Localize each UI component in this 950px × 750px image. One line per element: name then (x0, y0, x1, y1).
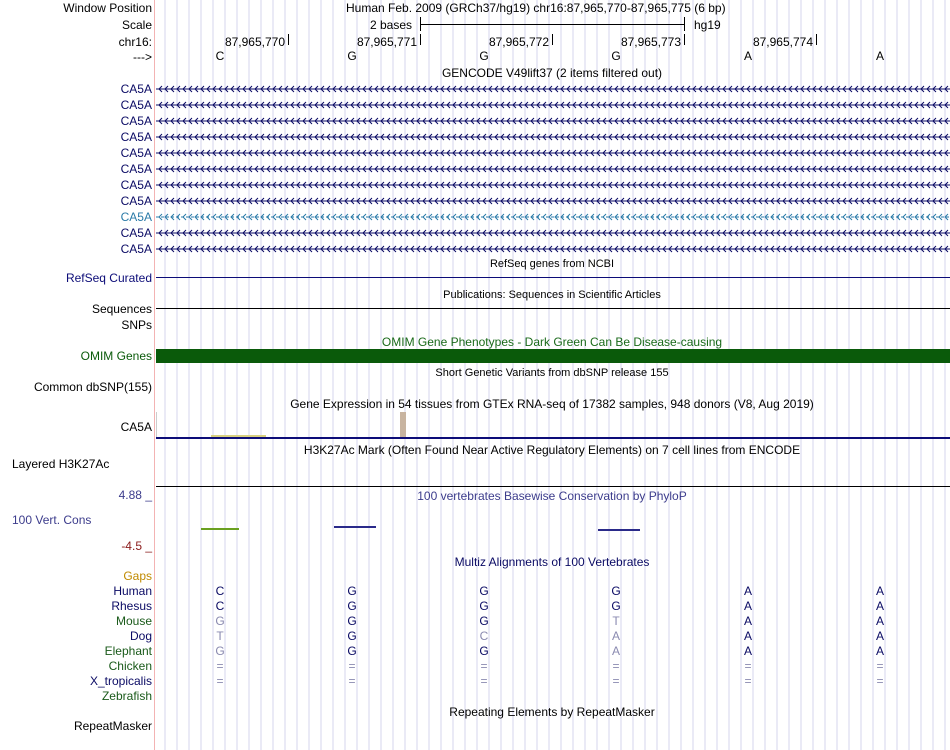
ruler-tick (816, 34, 817, 45)
alignment-base: A (743, 614, 752, 628)
ruler-position-label: 87,965,770 (224, 35, 285, 49)
species-label[interactable]: Human (113, 584, 152, 598)
reference-base: G (479, 49, 489, 63)
scale-value: 2 bases (370, 18, 413, 32)
alignment-base: = (744, 659, 752, 673)
alignment-base: G (479, 614, 489, 628)
vert-cons-label[interactable]: 100 Vert. Cons (12, 513, 92, 527)
alignment-base: C (479, 629, 489, 643)
omim-track-title: OMIM Gene Phenotypes - Dark Green Can Be Disease-causing (381, 335, 723, 349)
alignment-base: G (479, 599, 489, 613)
ruler-position-label: 87,965,771 (356, 35, 417, 49)
window-position-value: Human Feb. 2009 (GRCh37/hg19) chr16:87,965,770-87,965,775 (6 bp) (346, 1, 726, 15)
species-label[interactable]: Chicken (108, 659, 152, 673)
reference-base: G (611, 49, 621, 63)
refseq-track-title: RefSeq genes from NCBI (489, 258, 615, 270)
alignment-base: G (347, 614, 357, 628)
reference-base: A (743, 49, 752, 63)
snps-label[interactable]: SNPs (121, 318, 152, 332)
species-label[interactable]: Rhesus (111, 599, 152, 613)
gtex-gene-label[interactable]: CA5A (120, 420, 152, 434)
alignment-base: G (215, 614, 225, 628)
sequences-label[interactable]: Sequences (91, 302, 152, 316)
refseq-gene-line[interactable] (156, 277, 950, 278)
gencode-transcript-label[interactable]: CA5A (120, 178, 152, 192)
reference-base: A (875, 49, 884, 63)
alignment-base: G (611, 599, 621, 613)
alignment-base: = (612, 674, 620, 688)
alignment-base: G (611, 584, 621, 598)
alignment-base: G (215, 644, 225, 658)
gencode-transcript[interactable] (156, 101, 950, 109)
reference-base: G (347, 49, 357, 63)
gencode-transcript-label[interactable]: CA5A (120, 242, 152, 256)
phylop-min-label: -4.5 _ (121, 539, 152, 553)
gencode-transcript[interactable] (156, 117, 950, 125)
alignment-base: C (215, 584, 225, 598)
ruler-tick (684, 34, 685, 45)
gencode-transcript-label[interactable]: CA5A (120, 82, 152, 96)
phylop-track-title: 100 vertebrates Basewise Conservation by PhyloP (417, 489, 687, 503)
gencode-transcript[interactable] (156, 85, 950, 93)
alignment-base: G (347, 584, 357, 598)
gaps-label: Gaps (123, 569, 152, 583)
alignment-base: A (743, 599, 752, 613)
track-labels-column (0, 0, 155, 750)
gencode-transcript[interactable] (156, 149, 950, 157)
reference-base: C (215, 49, 225, 63)
gencode-transcript-label[interactable]: CA5A (120, 146, 152, 160)
chrom-label: chr16: (118, 35, 152, 49)
repeatmasker-label[interactable]: RepeatMasker (73, 719, 152, 733)
alignment-base: A (875, 644, 884, 658)
refseq-curated-label[interactable]: RefSeq Curated (65, 271, 152, 285)
alignment-base: = (876, 659, 884, 673)
gencode-transcript-label[interactable]: CA5A (120, 210, 152, 224)
track-data-area[interactable] (156, 0, 950, 750)
gencode-transcript[interactable] (156, 133, 950, 141)
alignment-base: = (480, 674, 488, 688)
alignment-base: G (479, 644, 489, 658)
alignment-base: A (611, 629, 620, 643)
phylop-max-label: 4.88 _ (118, 488, 152, 502)
alignment-base: G (347, 599, 357, 613)
alignment-base: = (612, 659, 620, 673)
repeatmasker-track-title: Repeating Elements by RepeatMasker (449, 705, 655, 719)
gtex-track-title: Gene Expression in 54 tissues from GTEx RNA-seq of 17382 samples, 948 donors (V8, Aug 2019) (290, 397, 814, 411)
gencode-transcript-label[interactable]: CA5A (120, 98, 152, 112)
alignment-base: A (875, 584, 884, 598)
dbsnp-track-title: Short Genetic Variants from dbSNP release 155 (435, 367, 669, 379)
pubs-track-title: Publications: Sequences in Scientific Articles (443, 289, 661, 301)
ruler-tick (288, 34, 289, 45)
ruler-tick (552, 34, 553, 45)
ruler-position-label: 87,965,773 (620, 35, 681, 49)
label-separator (154, 0, 155, 750)
omim-gene-bar[interactable] (156, 349, 950, 363)
gencode-track-title: GENCODE V49lift37 (2 items filtered out) (441, 66, 663, 80)
h3k27ac-baseline (156, 486, 950, 487)
gencode-transcript[interactable] (156, 181, 950, 189)
alignment-base: = (216, 659, 224, 673)
alignment-base: A (875, 629, 884, 643)
alignment-base: G (347, 644, 357, 658)
alignment-base: = (744, 674, 752, 688)
alignment-base: A (611, 644, 620, 658)
gencode-transcript[interactable] (156, 197, 950, 205)
gencode-transcript[interactable] (156, 213, 950, 221)
alignment-base: = (216, 674, 224, 688)
ruler-position-label: 87,965,772 (488, 35, 549, 49)
alignment-base: = (348, 674, 356, 688)
gencode-transcript[interactable] (156, 165, 950, 173)
alignment-base: = (480, 659, 488, 673)
alignment-base: A (875, 599, 884, 613)
gencode-transcript-label[interactable]: CA5A (120, 162, 152, 176)
window-position-label: Window Position (63, 1, 152, 15)
multiz-track-title: Multiz Alignments of 100 Vertebrates (454, 555, 650, 569)
species-label[interactable]: Dog (129, 629, 152, 643)
gencode-transcript-label[interactable]: CA5A (120, 194, 152, 208)
alignment-base: C (215, 599, 225, 613)
alignment-base: A (875, 614, 884, 628)
gencode-transcript-label[interactable]: CA5A (120, 226, 152, 240)
strand-arrow-label: ---> (133, 50, 152, 64)
layered-h3k27ac-label[interactable]: Layered H3K27Ac (12, 457, 110, 471)
gencode-transcript-label[interactable]: CA5A (120, 130, 152, 144)
common-dbsnp-label[interactable]: Common dbSNP(155) (33, 380, 152, 394)
alignment-base: A (743, 584, 752, 598)
species-label[interactable]: Zebrafish (101, 689, 152, 703)
gencode-transcript-label[interactable]: CA5A (120, 114, 152, 128)
species-label[interactable]: Mouse (115, 614, 152, 628)
scale-label: Scale (121, 18, 152, 32)
alignment-base: T (216, 629, 224, 643)
alignment-base: G (347, 629, 357, 643)
gencode-transcript[interactable] (156, 229, 950, 237)
alignment-base: = (876, 674, 884, 688)
omim-genes-label[interactable]: OMIM Genes (80, 349, 152, 363)
species-label[interactable]: Elephant (104, 644, 152, 658)
species-label[interactable]: X_tropicalis (89, 674, 152, 688)
alignment-base: = (348, 659, 356, 673)
alignment-base: T (612, 614, 620, 628)
alignment-base: A (743, 629, 752, 643)
alignment-base: G (479, 584, 489, 598)
gencode-transcript[interactable] (156, 245, 950, 253)
ruler-position-label: 87,965,774 (752, 35, 813, 49)
pubs-sequence-line[interactable] (156, 308, 950, 309)
scale-assembly: hg19 (694, 18, 721, 32)
alignment-base: A (743, 644, 752, 658)
ruler-tick (420, 34, 421, 45)
h3k27ac-track-title: H3K27Ac Mark (Often Found Near Active Regulatory Elements) on 7 cell lines from ENCODE (303, 443, 801, 457)
